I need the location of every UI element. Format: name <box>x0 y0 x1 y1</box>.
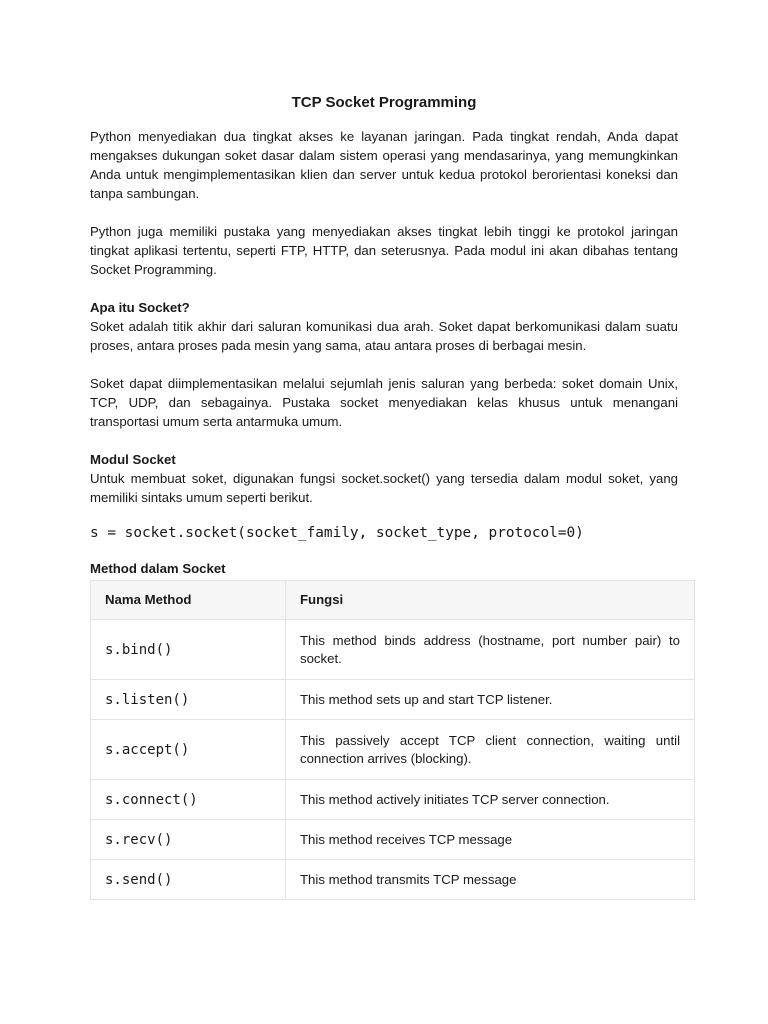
column-header-fungsi: Fungsi <box>286 581 695 620</box>
methods-heading: Method dalam Socket <box>90 561 226 576</box>
paragraph-spacer <box>90 431 678 450</box>
module-heading: Modul Socket <box>90 452 176 467</box>
document-title: TCP Socket Programming <box>291 94 477 111</box>
table-row <box>91 860 695 900</box>
table-row <box>91 620 695 680</box>
method-name-cell: s.recv() <box>91 820 286 860</box>
table-row <box>91 820 695 860</box>
paragraph-spacer <box>90 279 678 298</box>
method-function-cell: This method actively initiates TCP server connection. <box>286 780 695 820</box>
table-row <box>91 720 695 780</box>
method-name-cell: s.send() <box>91 860 286 900</box>
table-row <box>91 680 695 720</box>
socket-syntax-code: s = socket.socket(socket_family, socket_type, protocol=0) <box>90 525 584 541</box>
method-function-cell: This method receives TCP message <box>286 820 695 860</box>
module-paragraph: Untuk membuat soket, digunakan fungsi socket.socket() yang tersedia dalam modul soket, yang memiliki sintaks umum seperti berikut. <box>90 471 678 505</box>
document-page <box>90 93 678 900</box>
socket-paragraph-1: Soket adalah titik akhir dari saluran komunikasi dua arah. Soket dapat berkomunikasi dalam suatu proses, antara proses pada mesin yang sama, atau antara proses di berbagai mesin. <box>90 319 678 353</box>
method-function-cell: This passively accept TCP client connection, waiting until connection arrives (blocking). <box>286 720 695 780</box>
method-name-cell: s.accept() <box>91 720 286 780</box>
method-name-cell: s.connect() <box>91 780 286 820</box>
method-name-cell: s.listen() <box>91 680 286 720</box>
paragraph-spacer <box>90 355 678 374</box>
intro-paragraph-2: Python juga memiliki pustaka yang menyediakan akses tingkat lebih tinggi ke protokol jaringan tingkat aplikasi tertentu, seperti FTP, HTTP, dan seterusnya. Pada modul ini akan dibahas tentang Socket Programming. <box>90 224 678 277</box>
method-function-cell: This method binds address (hostname, port number pair) to socket. <box>286 620 695 680</box>
intro-paragraph-1: Python menyediakan dua tingkat akses ke layanan jaringan. Pada tingkat rendah, Anda dapat mengakses dukungan soket dasar dalam sistem operasi yang mendasarinya, yang memungkinkan Anda untuk mengimplementasikan klien dan server untuk kedua protokol berorientasi koneksi dan tanpa sambungan. <box>90 129 678 201</box>
socket-heading: Apa itu Socket? <box>90 300 190 315</box>
method-name-cell: s.bind() <box>91 620 286 680</box>
table-row <box>91 780 695 820</box>
column-header-method: Nama Method <box>91 581 286 620</box>
method-function-cell: This method transmits TCP message <box>286 860 695 900</box>
socket-paragraph-2: Soket dapat diimplementasikan melalui sejumlah jenis saluran yang berbeda: soket domain Unix, TCP, UDP, dan sebagainya. Pustaka socket menyediakan kelas khusus untuk menangani transportasi umum serta antarmuka umum. <box>90 376 678 429</box>
paragraph-spacer <box>90 203 678 222</box>
methods-table <box>90 580 695 900</box>
table-header-row <box>91 581 695 620</box>
method-function-cell: This method sets up and start TCP listener. <box>286 680 695 720</box>
